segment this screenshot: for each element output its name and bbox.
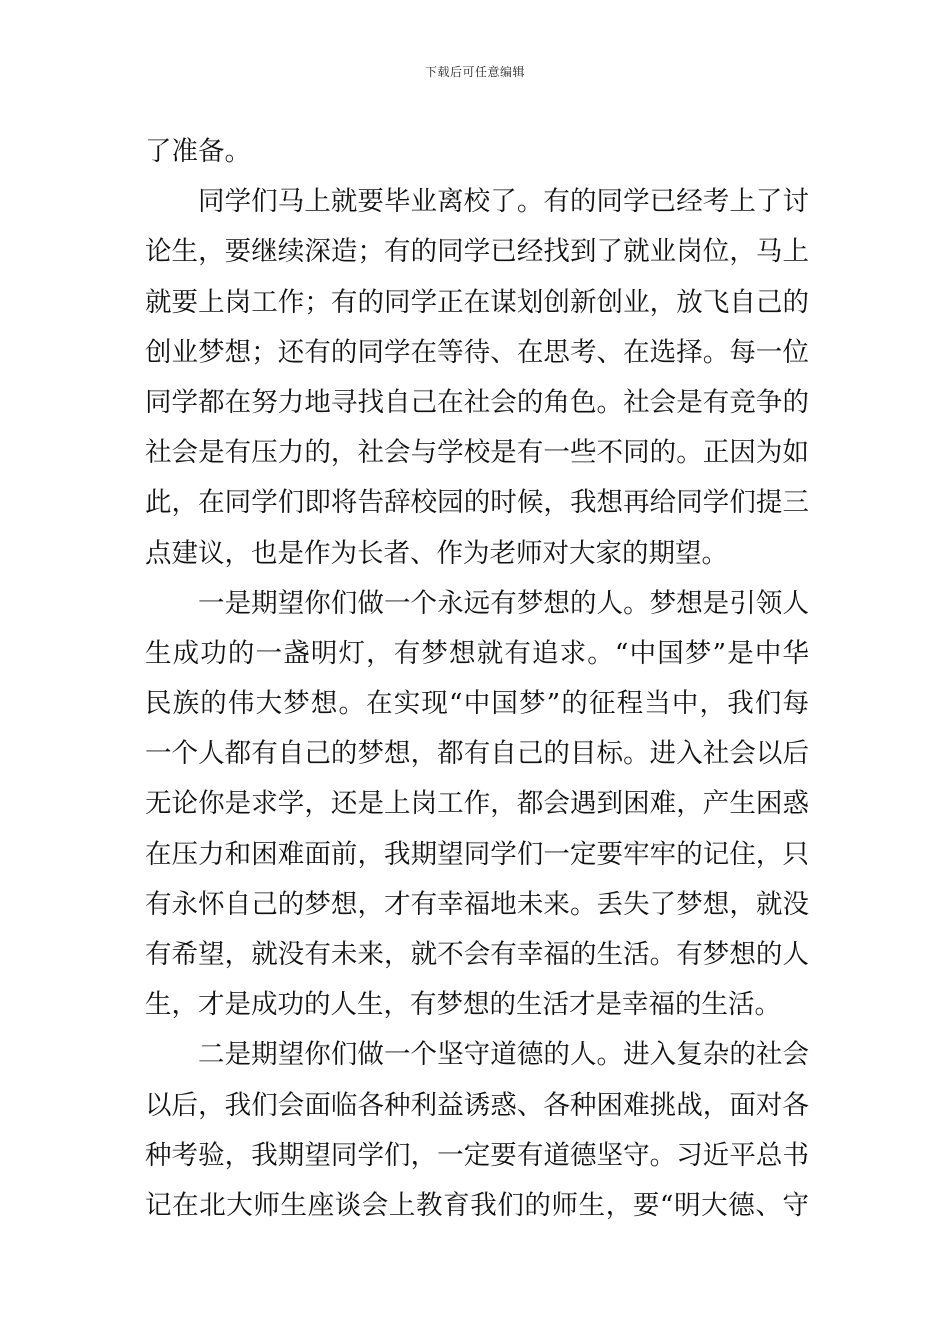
text-line: 民族的伟大梦想。在实现“中国梦”的征程当中，我们每 (145, 688, 809, 720)
text-line: 此，在同学们即将告辞校园的时候，我想再给同学们提三 (145, 487, 809, 519)
text-line: 一是期望你们做一个永远有梦想的人。梦想是引领人 (198, 587, 809, 619)
text-line: 同学们马上就要毕业离校了。有的同学已经考上了讨 (198, 186, 809, 218)
text-line: 种考验，我期望同学们，一定要有道德坚守。习近平总书 (145, 1139, 809, 1171)
text-line: 了准备。 (145, 136, 251, 167)
text-line: 生，才是成功的人生，有梦想的生活才是幸福的生活。 (145, 989, 781, 1021)
text-line: 同学都在努力地寻找自己在社会的角色。社会是有竞争的 (145, 386, 809, 418)
text-line: 记在北大师生座谈会上教育我们的师生，要“明大德、守 (145, 1189, 809, 1221)
document-body (145, 127, 809, 1231)
text-line: 点建议，也是作为长者、作为老师对大家的期望。 (145, 537, 728, 569)
text-line: 生成功的一盏明灯，有梦想就有追求。“中国梦”是中华 (145, 637, 809, 669)
text-line: 有永怀自己的梦想，才有幸福地未来。丢失了梦想，就没 (145, 888, 809, 920)
text-line: 一个人都有自己的梦想，都有自己的目标。进入社会以后 (145, 738, 809, 770)
text-line: 二是期望你们做一个坚守道德的人。进入复杂的社会 (198, 1039, 809, 1071)
text-line: 在压力和困难面前，我期望同学们一定要牢牢的记住，只 (145, 838, 809, 870)
text-line: 论生，要继续深造；有的同学已经找到了就业岗位，马上 (145, 236, 809, 268)
text-line: 以后，我们会面临各种利益诱惑、各种困难挑战，面对各 (145, 1089, 809, 1121)
text-line: 创业梦想；还有的同学在等待、在思考、在选择。每一位 (145, 336, 809, 368)
page-header: 下载后可任意编辑 (424, 65, 525, 79)
text-line: 无论你是求学，还是上岗工作，都会遇到困难，产生困惑 (145, 788, 809, 820)
text-line: 社会是有压力的，社会与学校是有一些不同的。正因为如 (145, 437, 809, 469)
text-line: 有希望，就没有未来，就不会有幸福的生活。有梦想的人 (145, 939, 809, 970)
text-line: 就要上岗工作；有的同学正在谋划创新创业，放飞自己的 (145, 286, 809, 318)
